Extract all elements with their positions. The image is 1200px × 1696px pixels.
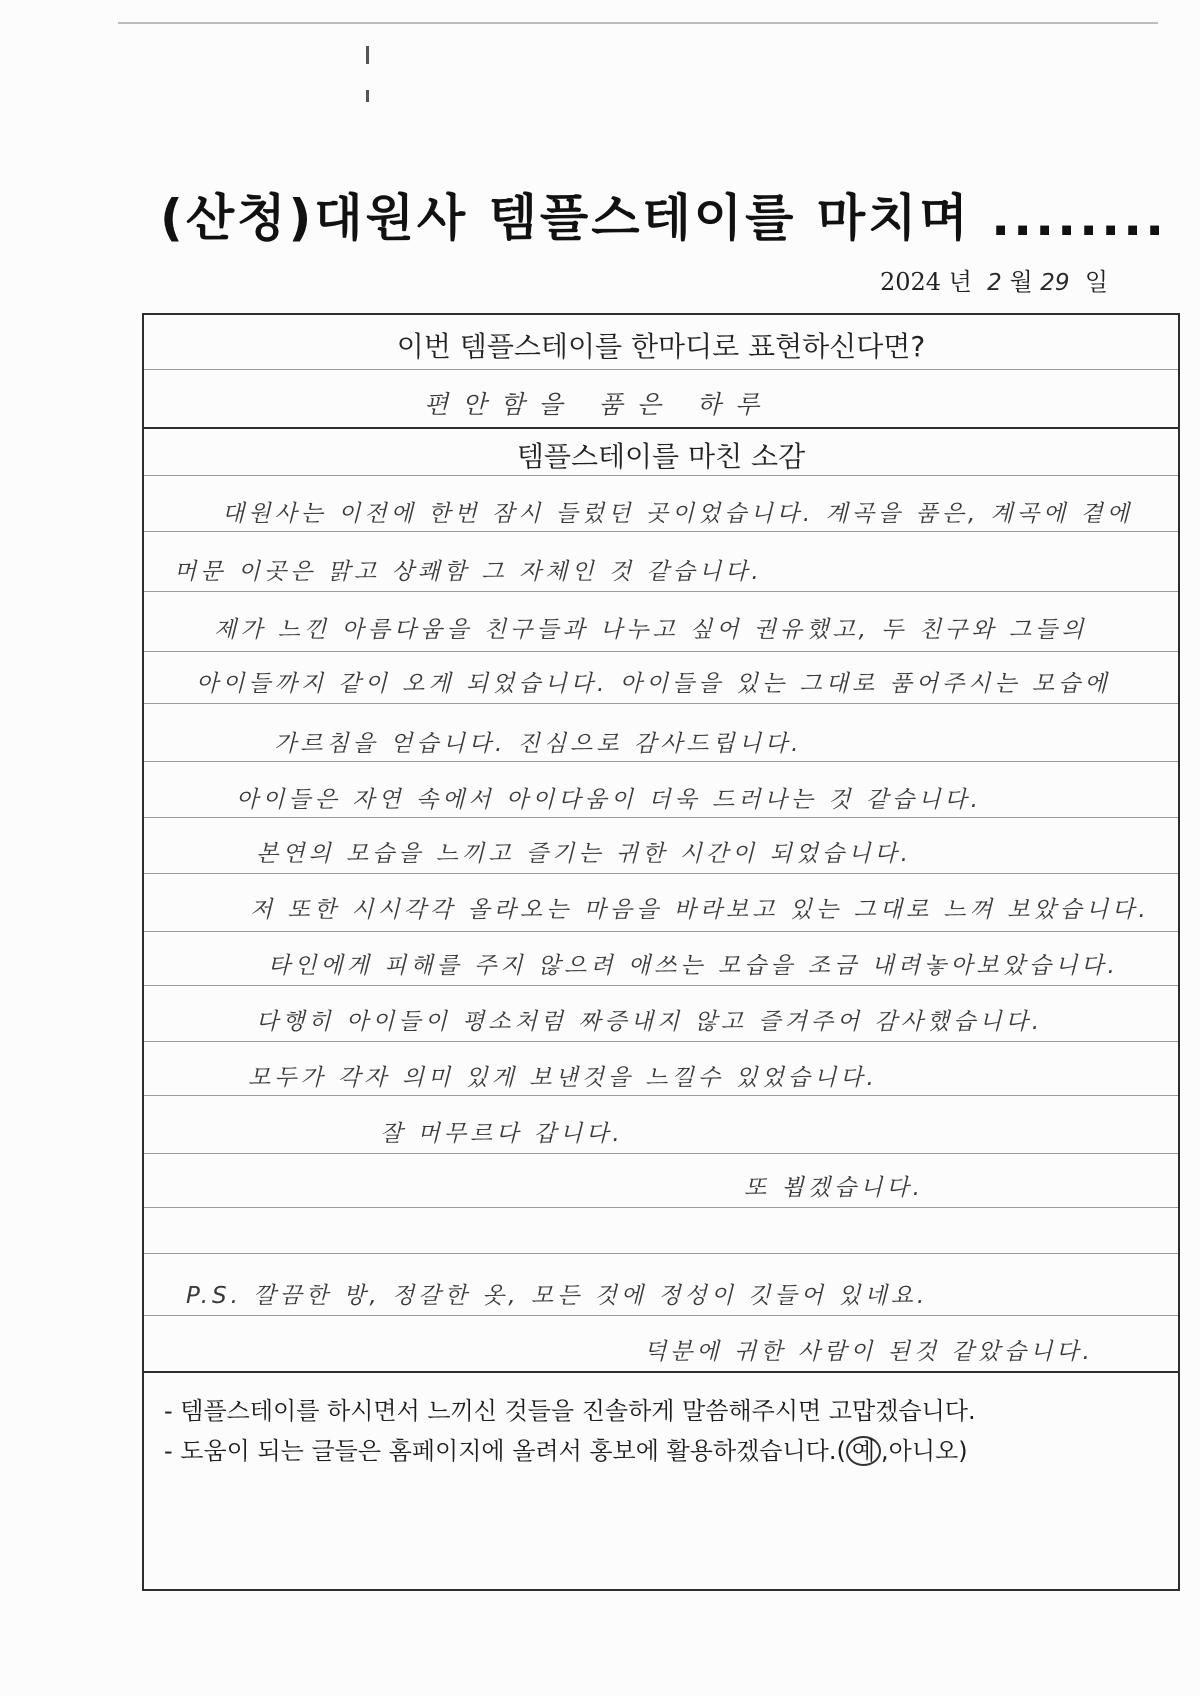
question1-label: 이번 템플스테이를 한마디로 표현하신다면? xyxy=(396,330,926,363)
rule xyxy=(144,817,1178,818)
response-line[interactable]: 덕분에 귀한 사람이 된것 같았습니다. xyxy=(644,1339,1094,1365)
rule xyxy=(144,703,1178,704)
survey-form xyxy=(142,313,1180,1591)
response-line-ps[interactable]: P.S. 깔끔한 방, 정갈한 옷, 모든 것에 정성이 깃들어 있네요. xyxy=(186,1283,929,1309)
rule xyxy=(144,1153,1178,1154)
note-consent xyxy=(164,1431,968,1466)
rule xyxy=(144,1095,1178,1096)
section-divider xyxy=(144,427,1178,429)
rule xyxy=(144,475,1178,476)
response-line[interactable]: 대원사는 이전에 한번 잠시 들렀던 곳이었습니다. 계곡을 품은, 계곡에 곁에 xyxy=(222,501,1133,527)
response-line[interactable]: 머문 이곳은 맑고 상쾌함 그 자체인 것 같습니다. xyxy=(174,559,763,585)
response-line[interactable]: 또 뵙겠습니다. xyxy=(744,1175,924,1201)
page-title: (산청)대원사 템플스테이를 마치며 ........ xyxy=(160,189,1168,247)
date-year-unit: 년 xyxy=(948,268,972,296)
rule xyxy=(144,591,1178,592)
rule xyxy=(144,369,1178,370)
response-line[interactable]: 아이들은 자연 속에서 아이다움이 더욱 드러나는 것 같습니다. xyxy=(236,787,982,813)
rule xyxy=(144,873,1178,874)
rule xyxy=(144,985,1178,986)
rule xyxy=(144,1041,1178,1042)
response-line[interactable]: 타인에게 피해를 주지 않으려 애쓰는 모습을 조금 내려놓아보았습니다. xyxy=(268,953,1119,979)
rule xyxy=(144,531,1178,532)
date-line xyxy=(880,262,1120,297)
rule xyxy=(144,1315,1178,1316)
date-month: 2 xyxy=(987,270,1002,296)
response-line[interactable]: 저 또한 시시각각 올라오는 마음을 바라보고 있는 그대로 느껴 보았습니다. xyxy=(250,897,1150,923)
rule xyxy=(144,931,1178,932)
rule xyxy=(144,651,1178,652)
question1-answer[interactable]: 편안함을 품은 하루 xyxy=(424,390,774,419)
question2-label: 템플스테이를 마친 소감 xyxy=(516,440,806,473)
consent-no-option[interactable]: ,아니오) xyxy=(881,1437,968,1465)
consent-yes-option[interactable]: 예 xyxy=(846,1436,881,1466)
response-line[interactable]: 본연의 모습을 느끼고 즐기는 귀한 시간이 되었습니다. xyxy=(256,841,912,867)
response-line[interactable]: 잘 머무르다 갑니다. xyxy=(380,1121,624,1147)
response-line[interactable]: 다행히 아이들이 평소처럼 짜증내지 않고 즐겨주어 감사했습니다. xyxy=(256,1009,1044,1035)
date-year: 2024 xyxy=(880,268,942,296)
response-line[interactable]: 모두가 각자 의미 있게 보낸것을 느낄수 있었습니다. xyxy=(248,1065,878,1091)
punch-mark xyxy=(366,46,369,64)
response-line[interactable]: 가르침을 얻습니다. 진심으로 감사드립니다. xyxy=(274,731,803,757)
note-consent-text: - 도움이 되는 글들은 홈페이지에 올려서 홍보에 활용하겠습니다.( xyxy=(164,1437,846,1465)
section-divider xyxy=(144,1371,1178,1373)
note-instruction: - 템플스테이를 하시면서 느끼신 것들을 진솔하게 말씀해주시면 고맙겠습니다. xyxy=(164,1397,976,1425)
page-top-rule xyxy=(118,22,1158,24)
rule xyxy=(144,1207,1178,1208)
rule xyxy=(144,1253,1178,1254)
date-day: 29 xyxy=(1040,270,1070,296)
response-line[interactable]: 제가 느낀 아름다움을 친구들과 나누고 싶어 권유했고, 두 친구와 그들의 xyxy=(214,617,1088,643)
date-month-unit: 월 xyxy=(1009,268,1033,296)
date-day-unit: 일 xyxy=(1084,268,1109,296)
punch-mark xyxy=(366,90,369,102)
response-line[interactable]: 아이들까지 같이 오게 되었습니다. 아이들을 있는 그대로 품어주시는 모습에 xyxy=(196,671,1111,697)
rule xyxy=(144,761,1178,762)
